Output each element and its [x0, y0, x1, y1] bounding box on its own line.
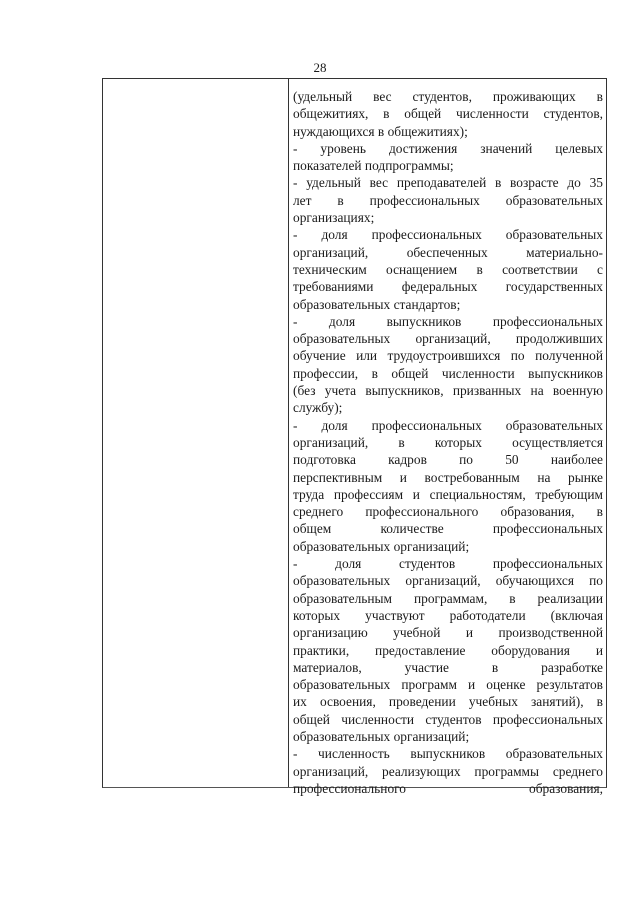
text-line: - доля выпускников профессиональных — [293, 313, 603, 329]
text-line: - удельный вес преподавателей в возрасте до 35 — [293, 175, 603, 191]
text-line: подготовка кадров по 50 наиболее — [293, 452, 603, 468]
text-line: - доля профессиональных образовательных — [293, 227, 603, 243]
text-line: образовательных организаций, обучающихся по — [293, 573, 603, 589]
text-line: образовательных стандартов; — [293, 296, 461, 312]
text-line: - доля профессиональных образовательных — [293, 417, 603, 433]
text-line: службу); — [293, 400, 343, 416]
text-line: общежитиях, в общей численности студентов, — [293, 106, 603, 122]
page-number: 28 — [313, 60, 327, 75]
text-line: - уровень достижения значений целевых — [293, 140, 603, 156]
text-line: нуждающихся в общежитиях); — [293, 123, 468, 139]
text-line: лет в профессиональных образовательных — [293, 192, 603, 208]
text-line: техническим оснащением в соответствии с — [293, 261, 603, 277]
text-line: образовательным программам, в реализации — [293, 590, 603, 606]
text-line: организациях; — [293, 210, 375, 226]
text-line: - численность выпускников образовательных — [293, 746, 603, 762]
document-table — [102, 78, 607, 796]
table-left-cell — [103, 79, 289, 787]
text-line: образовательных организаций; — [293, 728, 470, 744]
text-line: труда профессиям и специальностям, требующим — [293, 486, 603, 502]
text-line: практики, предоставление оборудования и — [293, 642, 603, 658]
table-right-cell — [289, 79, 606, 796]
text-line: материалов, участие в разработке — [293, 659, 603, 675]
text-line: образовательных организаций; — [293, 538, 470, 554]
text-line: (удельный вес студентов, проживающих в — [293, 89, 603, 104]
text-line: организацию учебной и производственной — [293, 625, 603, 641]
text-line: организаций, обеспеченных материально- — [293, 244, 603, 260]
text-line: общей численности студентов профессиональных — [293, 711, 603, 727]
text-line: которых участвуют работодатели (включая — [293, 607, 603, 623]
text-line: общем количестве профессиональных — [293, 521, 603, 537]
text-line: образовательных программ и оценке результатов — [293, 677, 603, 693]
text-line: профессии, в общей численности выпускников — [293, 365, 603, 381]
text-line: профессионального образования, — [293, 780, 603, 796]
text-line: (без учета выпускников, призванных на военную — [293, 383, 603, 399]
text-line: требованиями федеральных государственных — [293, 279, 603, 295]
text-line: показателей подпрограммы; — [293, 158, 454, 174]
text-line: - доля студентов профессиональных — [293, 556, 603, 572]
text-line: обучение или трудоустроившихся по полученной — [293, 348, 603, 364]
text-line: организаций, реализующих программы среднего — [293, 763, 603, 779]
text-line: образовательных организаций, продолживших — [293, 331, 603, 347]
text-line: среднего профессионального образования, в — [293, 504, 603, 520]
text-line: организаций, в которых осуществляется — [293, 434, 603, 450]
text-line: их освоения, проведении учебных занятий), в — [293, 694, 603, 710]
text-line: перспективным и востребованным на рынке — [293, 469, 603, 485]
